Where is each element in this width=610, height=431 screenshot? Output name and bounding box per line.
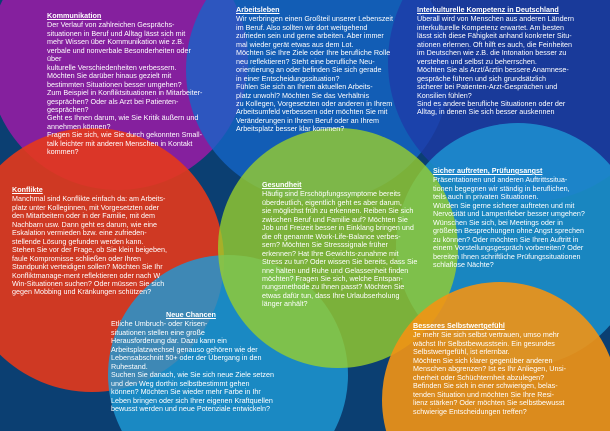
heading-interkulturell: Interkulturelle Kompetenz in Deutschland	[417, 5, 559, 14]
text-sicher: Präsentationen und anderen Auftrittssitua- tionen begegnen wir ständig in beruflichen, teils auch in privaten Situationen. Würden Sie gerne sicherer auftreten und mit Nervosität und Lampenfieber besser umgehen? Wünschen Sie sich, bei Meetings oder in größeren Besprechungen ohne Angst sprechen zu können? Oder möchten Sie Ihren Auftritt in einem Vorstellungsgespräch vorbereiten? Oder bereiten Ihnen schriftliche Prüfungssituationen schlaflose Nächte?	[433, 175, 585, 269]
block-selbstwert	[413, 322, 589, 416]
text-konflikte: Manchmal sind Konflikte einfach da: am Arbeits- platz unter Kolleginnen, mit Vorgesetzten oder den Mitarbeitern oder in der Familie, mit dem Nachbarn usw. Dann geht es darum, wie eine Eskalation vermieden bzw. eine zufrieden- stellende Lösung gefunden werden kann. Stehen Sie vor der Frage, ob Sie klein beigeben, faule Kompromisse schließen oder Ihren Standpunkt verteidigen sollen? Möchten Sie Ihr Konfliktmanage-ment reflektieren oder nach W Win-Situationen suchen? Oder müssen Sie sich gegen Mobbing und Kränkungen schützen?	[12, 194, 168, 297]
block-chancen	[111, 311, 283, 413]
text-arbeitsleben: Wir verbringen einen Großteil unserer Lebenszeit im Beruf. Also sollten wir dort weitgehend zufrieden sein und gerne arbeiten. Aber immer mal wieder gerät etwas aus dem Lot. Möchten Sie Ihre Ziele oder Ihre berufliche Rolle neu reflektieren? Steht eine berufliche Neu- orientierung an oder befinden Sie sich gerade in einer Entscheidungssituation? Fühlen Sie sich an Ihrem aktuellen Arbeits- platz unwohl? Möchten Sie das Verhältnis zu Kollegen, Vorgesetzten oder anderen in Ihrem Arbeitsumfeld verbessern oder möchten Sie mit Veränderungen in Ihrem Beruf oder an Ihrem Arbeitsplatz besser klar kommen?	[236, 14, 394, 134]
text-selbstwert: Je mehr Sie sich selbst vertrauen, umso mehr wächst Ihr Selbstbewusstsein. Ein gesundes Selbstwertgefühl, ist erlernbar. Möchten Sie sich klarer gegenüber anderen Menschen abgrenzen? Ist es Ihr Anliegen, Unsi- cherheit oder Schüchternheit abzulegen? Befinden Sie sich in einer schwierigen, belas- tenden Situation und möchten Sie Ihre Resi- lienz stärken? Oder möchten Sie selbstbewusst schwierige Entscheidungen treffen?	[413, 330, 567, 416]
block-arbeitsleben	[236, 6, 401, 134]
block-kommunikation	[47, 12, 207, 157]
block-konflikte	[12, 186, 184, 297]
heading-konflikte: Konflikte	[12, 185, 43, 194]
heading-kommunikation: Kommunikation	[47, 11, 102, 20]
text-interkulturell: Überall wird von Menschen aus anderen Ländern interkulturelle Kompetenz erwartet. Am besten lässt sich diese Fähigkeit anhand konkreter Situ- ationen erlernen. Oft hilft es auch, die Feinheiten im Deutschen wie z.B. die Intonation besser zu verstehen und selbst zu beherrschen. Möchten Sie als Arzt/Ärztin bessere Anamnese- gespräche führen und sich grundsätzlich sicherer bei Patienten-Arzt-Gesprächen und Konsilien fühlen? Sind es andere berufliche Situationen oder der Alltag, in denen Sie sich besser auskennen	[417, 14, 575, 117]
block-gesundheit	[262, 181, 422, 309]
text-chancen: Etliche Umbruch- oder Krisen- situationen stellen eine große Herausforderung dar. Dazu kann ein Arbeitsplatzwechsel genauso gehören wie der Lebensabschnitt 50+ oder der Übergang in den Ruhestand. Suchen Sie danach, wie Sie sich neue Ziele setzen und den Weg dorthin selbstbestimmt gehen können? Möchten Sie wieder mehr Farbe in Ihr Leben bringen oder sich Ihrer eigenen Kraftquellen bewusst werden und neue Potenziale entwickeln?	[111, 319, 275, 413]
heading-selbstwert: Besseres Selbstwertgefühl	[413, 321, 505, 330]
block-interkulturell	[417, 6, 607, 117]
heading-sicher: Sicher auftreten, Prüfungsangst	[433, 166, 543, 175]
heading-arbeitsleben: Arbeitsleben	[236, 5, 280, 14]
block-sicher	[433, 167, 609, 269]
heading-gesundheit: Gesundheit	[262, 180, 302, 189]
text-gesundheit: Häufig sind Erschöpfungssymptome bereits überdeutlich, eigentlich geht es aber darum, sie möglichst früh zu erkennen. Reiben Sie sich zwischen Beruf und Familie auf? Möchten Sie Job und Freizeit besser in Einklang bringen und die oft genannte Work-Life-Balance verbes- sern? Möchten Sie Stresssignale früher erkennen? Hat Ihre Gewichts-zunahme mit Stress zu tun? Oder wissen Sie bereits, dass Sie nne halten und Ruhe und Gelassenheit finden möchten? Fragen Sie sich, welche Entspan- nungsmethode zu Ihnen passt? Möchten Sie etwas dafür tun, dass Ihre Urlaubserholung länger anhält?	[262, 189, 418, 309]
heading-chancen: Neue Chancen	[166, 310, 216, 319]
text-kommunikation: Der Verlauf von zahlreichen Gesprächs- situationen in Beruf und Alltag lässt sich mit mehr Wissen über Kommunikation wie z.B. verbale und nonverbale Besonderheiten oder über kulturelle Verschiedenheiten verbessern. Möchten Sie darüber hinaus gezielt mit bestimmten Situationen besser umgehen? Zum Beispiel in Konfliktsituationen in Mitarbeiter- gesprächen? Oder als Arzt bei Patienten- gesprächen? Geht es Ihnen darum, wie Sie Kritik äußern und annehmen können? Fragen Sie sich, wie Sie durch gekonnten Small- talk leichter mit anderen Menschen in Kontakt kommen?	[47, 20, 203, 157]
